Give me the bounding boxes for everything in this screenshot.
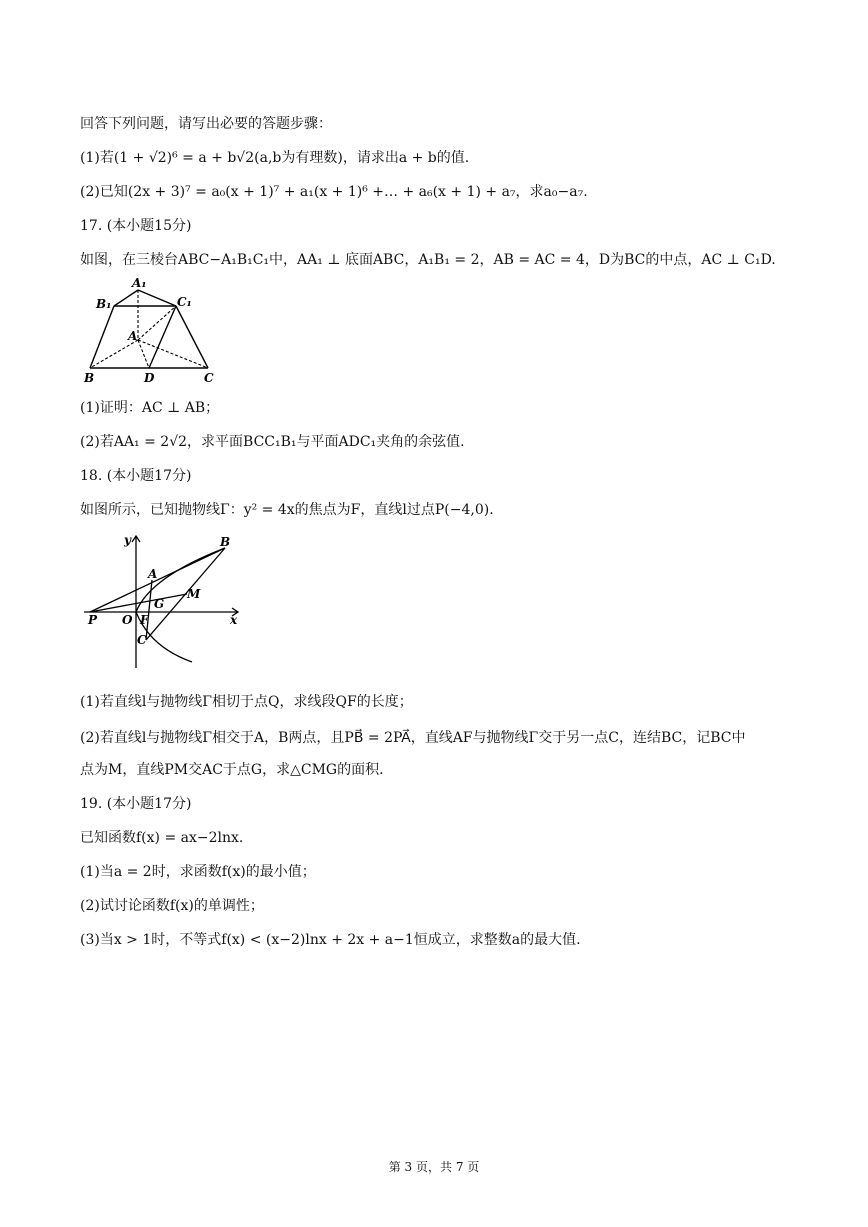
q17-part1: (1)证明：AC ⊥ AB； xyxy=(80,400,220,416)
label-b1: B₁ xyxy=(96,297,112,311)
q19-header: 19. (本小题17分) xyxy=(80,796,192,812)
label-m: M xyxy=(187,587,201,601)
q18-parabola-figure xyxy=(80,532,250,672)
q18-part2-line2: 点为M，直线PM交AC于点G，求△CMG的面积. xyxy=(80,762,384,778)
edge-ab xyxy=(90,340,138,368)
q19-part2: (2)试讨论函数f(x)的单调性； xyxy=(80,898,264,914)
label-a: A xyxy=(148,567,158,581)
q19-part3: (3)当x > 1时，不等式f(x) < (x−2)lnx + 2x + a−1恒成立，求整数a的最大值. xyxy=(80,932,581,948)
label-x: x xyxy=(230,613,238,627)
q18-header: 18. (本小题17分) xyxy=(80,468,192,484)
q17-stem: 如图，在三棱台ABC−A₁B₁C₁中，AA₁ ⊥ 底面ABC，A₁B₁ = 2，AB = AC = 4，D为BC的中点，AC ⊥ C₁D. xyxy=(80,252,776,268)
label-c1: C₁ xyxy=(177,295,192,309)
label-b: B xyxy=(84,371,95,385)
q17-frustum-figure xyxy=(80,276,220,386)
edge-c1d xyxy=(149,306,176,368)
label-a1: A₁ xyxy=(132,276,147,290)
edge-b1a1 xyxy=(114,290,138,306)
edge-cc1 xyxy=(176,306,208,368)
label-b: B xyxy=(220,535,231,549)
edge-ac1 xyxy=(138,306,176,340)
label-d: D xyxy=(144,371,155,385)
label-a: A xyxy=(128,329,138,343)
label-c: C xyxy=(137,633,147,647)
label-c: C xyxy=(204,371,214,385)
edge-a1c1 xyxy=(138,290,176,306)
label-o: O xyxy=(122,613,133,627)
line-ac xyxy=(146,580,152,640)
label-g: G xyxy=(154,597,165,611)
q18-part1: (1)若直线l与抛物线Γ相切于点Q，求线段QF的长度； xyxy=(80,694,413,710)
q17-part2: (2)若AA₁ = 2√2，求平面BCC₁B₁与平面ADC₁夹角的余弦值. xyxy=(80,434,465,450)
q18-part2-line1: (2)若直线l与抛物线Γ相交于A，B两点，且PB⃗ = 2PA⃗，直线AF与抛物线Γ交于另一点C，连结BC，记BC中 xyxy=(80,730,746,746)
edge-ac xyxy=(138,340,208,368)
q19-stem: 已知函数f(x) = ax−2lnx. xyxy=(80,830,244,846)
q18-stem: 如图所示，已知抛物线Γ：y² = 4x的焦点为F，直线l过点P(−4,0). xyxy=(80,502,494,518)
edge-bb1 xyxy=(90,306,114,368)
label-f: F xyxy=(140,613,149,627)
q17-header: 17. (本小题15分) xyxy=(80,218,192,234)
page-footer: 第 3 页，共 7 页 xyxy=(388,1160,480,1174)
intro-text: 回答下列问题，请写出必要的答题步骤： xyxy=(80,116,332,132)
label-p: P xyxy=(88,613,98,627)
q19-part1: (1)当a = 2时，求函数f(x)的最小值； xyxy=(80,864,316,880)
q16-part2: (2)已知(2x + 3)⁷ = a₀(x + 1)⁷ + a₁(x + 1)⁶ +… + a₆(x + 1) + a₇，求a₀−a₇. xyxy=(80,184,588,200)
q16-part1: (1)若(1 + √2)⁶ = a + b√2(a,b为有理数)，请求出a + b的值. xyxy=(80,150,470,166)
label-y: y xyxy=(124,533,131,547)
